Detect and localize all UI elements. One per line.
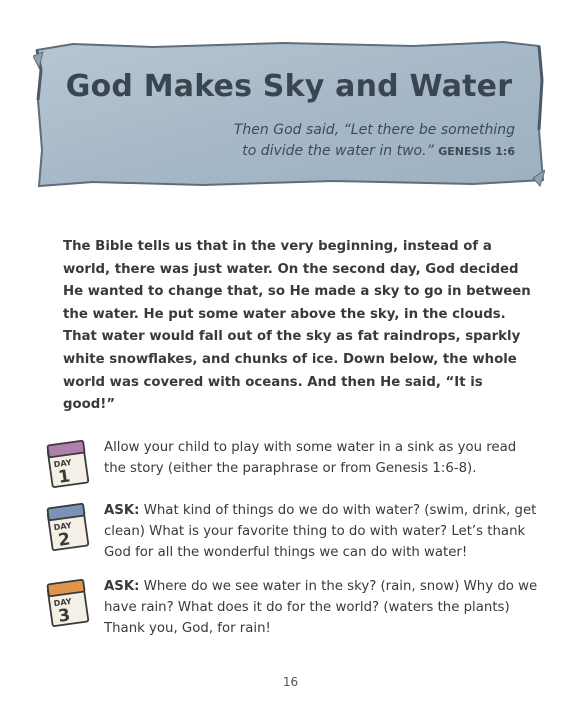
calendar-day-1-icon	[44, 437, 92, 489]
day-2-text	[104, 500, 541, 563]
day-label: DAY	[53, 520, 73, 533]
day-3-text	[104, 576, 541, 639]
day-number: 3	[57, 605, 72, 627]
day-number: 1	[57, 466, 72, 488]
page-number: 16	[282, 675, 299, 689]
story-paragraph: The Bible tells us that in the very beginning, instead of a world, there was just water. On the second day, God decided He wanted to change that, so He made a sky to go in between the water. He put some water above the sky, in the clouds. That water would fall out of the sky as fat raindrops, sparkly white snowflakes, and chunks of ice. Down below, the whole world was covered with oceans. And then He said, “It is good!”	[63, 239, 531, 413]
day-1-body: Allow your child to play with some water in a sink as you read the story (either the paraphrase or from Genesis 1:6-8).	[104, 440, 517, 476]
day-label: DAY	[53, 596, 73, 609]
day-number: 2	[57, 529, 72, 551]
title-banner	[33, 40, 545, 188]
page-title: God Makes Sky and Water	[65, 69, 513, 104]
day-3-body: Where do we see water in the sky? (rain, snow) Why do we have rain? What does it do for the world? (waters the plants) Thank you, God, for rain!	[104, 579, 538, 636]
ask-label: ASK:	[104, 503, 140, 518]
calendar-day-3-icon	[44, 576, 92, 628]
verse-line-2	[234, 141, 515, 162]
day-label: DAY	[53, 457, 73, 470]
verse-reference: GENESIS 1:6	[438, 145, 515, 158]
verse-line-1: Then God said, “Let there be something	[233, 122, 515, 138]
calendar-day-2-icon	[44, 500, 92, 552]
bible-verse	[234, 120, 515, 162]
day-2-body: What kind of things do we do with water? (swim, drink, get clean) What is your favorite thing to do with water? Let’s thank God for all the wonderful things we can do with water!	[104, 503, 537, 560]
ask-label: ASK:	[104, 579, 140, 594]
day-1-text	[104, 437, 541, 479]
verse-line-2-text: to divide the water in two.”	[242, 143, 434, 159]
banner-scroll-shape	[33, 40, 545, 188]
